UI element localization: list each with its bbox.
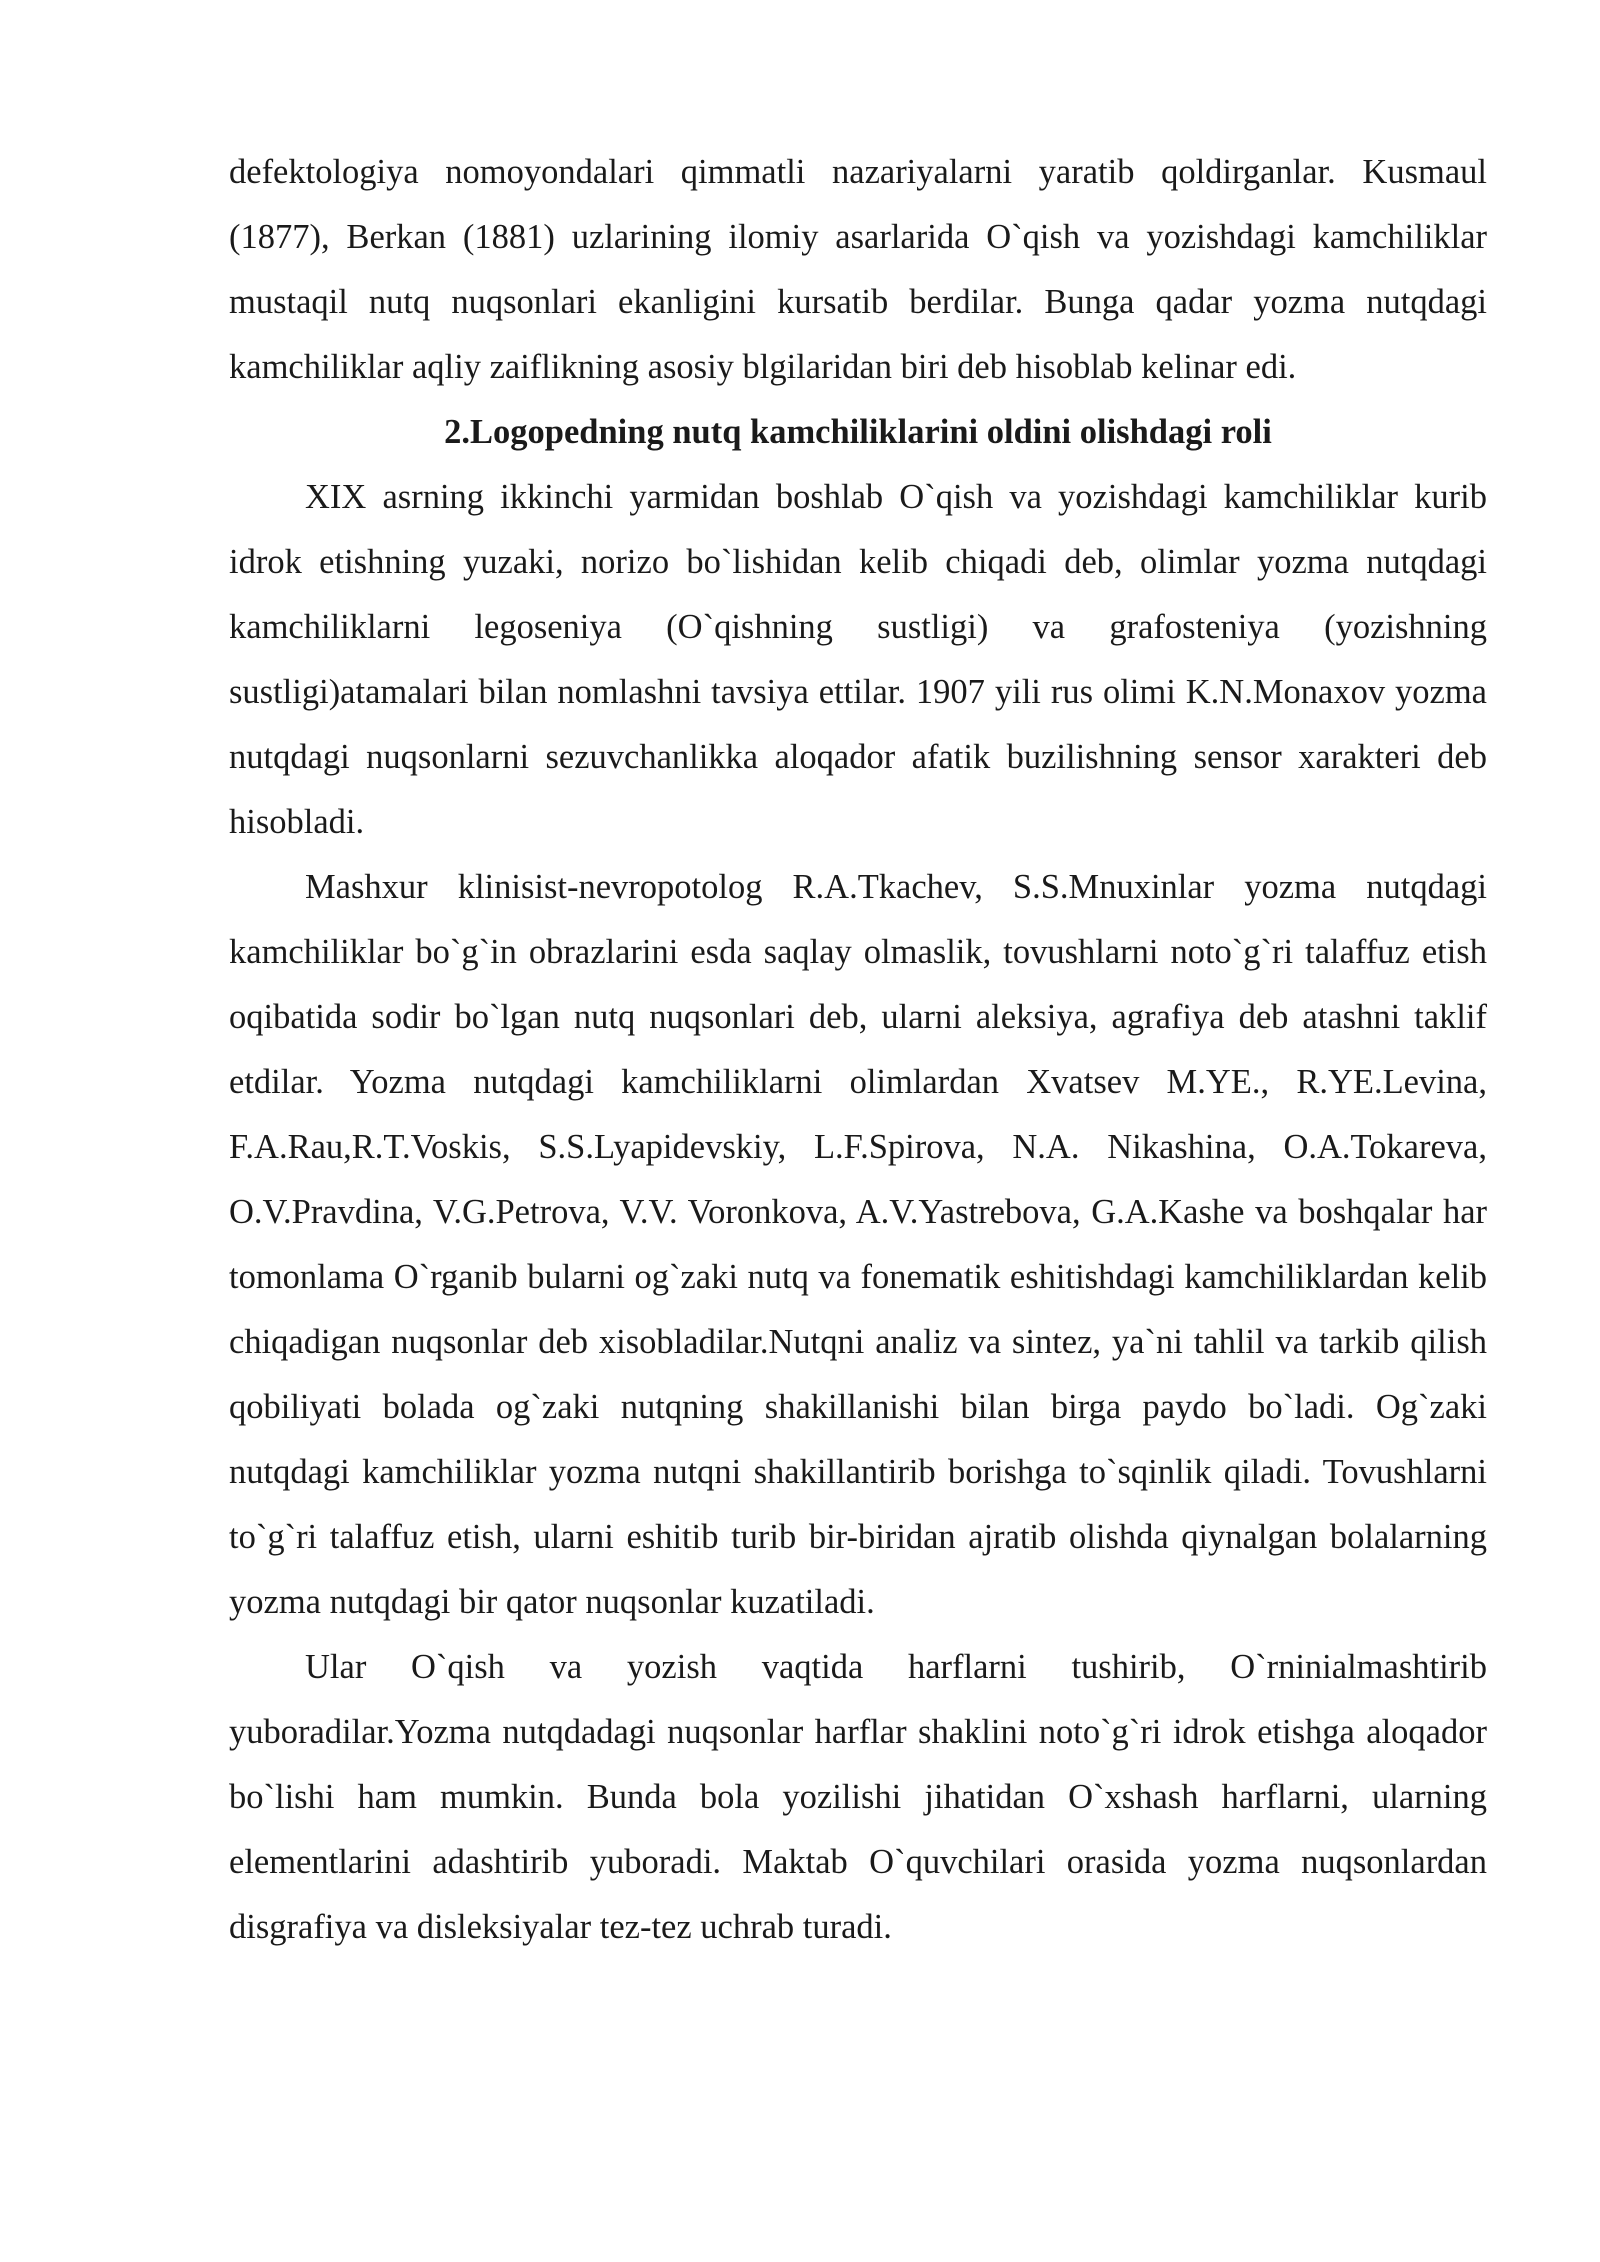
paragraph-history: XIX asrning ikkinchi yarmidan boshlab O`qish va yozishdagi kamchiliklar kurib idrok etishning yuzaki, norizo bo`lishidan kelib chiqadi deb, olimlar yozma nutqdagi kamchiliklarni legoseniya (O`qishning sustligi) va grafosteniya (yozishning sustligi)atamalari bilan nomlashni tavsiya ettilar. 1907 yili rus olimi K.N.Monaxov yozma nutqdagi nuqsonlarni sezuvchanlikka aloqador afatik buzilishning sensor xarakteri deb hisobladi. xyxy=(229,478,1487,841)
paragraph-conclusion: Ular O`qish va yozish vaqtida harflarni tushirib, O`rninialmashtirib yuboradilar.Yozma nutqdadagi nuqsonlar harflar shaklini noto`g`ri idrok etishga aloqador bo`lishi ham mumkin. Bunda bola yozilishi jihatidan O`xshash harflarni, ularning elementlarini adashtirib yuboradi. Maktab O`quvchilari orasida yozma nuqsonlardan disgrafiya va disleksiyalar tez-tez uchrab turadi. xyxy=(229,1648,1487,1946)
section-heading: 2.Logopedning nutq kamchiliklarini oldini olishdagi roli xyxy=(444,413,1272,451)
paragraph-intro: defektologiya nomoyondalari qimmatli nazariyalarni yaratib qoldirganlar. Kusmaul (1877), Berkan (1881) uzlarining ilomiy asarlarida O`qish va yozishdagi kamchiliklar mustaqil nutq nuqsonlari ekanligini kursatib berdilar. Bunga qadar yozma nutqdagi kamchiliklar aqliy zaiflikning asosiy blgilaridan biri deb hisoblab kelinar edi. xyxy=(229,153,1487,386)
paragraph-researchers: Mashxur klinisist-nevropotolog R.A.Tkachev, S.S.Mnuxinlar yozma nutqdagi kamchiliklar bo`g`in obrazlarini esda saqlay olmaslik, tovushlarni noto`g`ri talaffuz etish oqibatida sodir bo`lgan nutq nuqsonlari deb, ularni aleksiya, agrafiya deb atashni taklif etdilar. Yozma nutqdagi kamchiliklarni olimlardan Xvatsev M.YE., R.YE.Levina, F.A.Rau,R.T.Voskis, S.S.Lyapidevskiy, L.F.Spirova, N.A. Nikashina, O.A.Tokareva, O.V.Pravdina, V.G.Petrova, V.V. Voronkova, A.V.Yastrebova, G.A.Kashe va boshqalar har tomonlama O`rganib bularni og`zaki nutq va fonematik eshitishdagi kamchiliklardan kelib chiqadigan nuqsonlar deb xisobladilar.Nutqni analiz va sintez, ya`ni tahlil va tarkib qilish qobiliyati bolada og`zaki nutqning shakillanishi bilan birga paydo bo`ladi. Og`zaki nutqdagi kamchiliklar yozma nutqni shakillantirib borishga to`sqinlik qiladi. Tovushlarni to`g`ri talaffuz etish, ularni eshitib turib bir-biridan ajratib olishda qiynalgan bolalarning yozma nutqdagi bir qator nuqsonlar kuzatiladi. xyxy=(229,868,1487,1621)
document-page xyxy=(229,140,1487,1960)
